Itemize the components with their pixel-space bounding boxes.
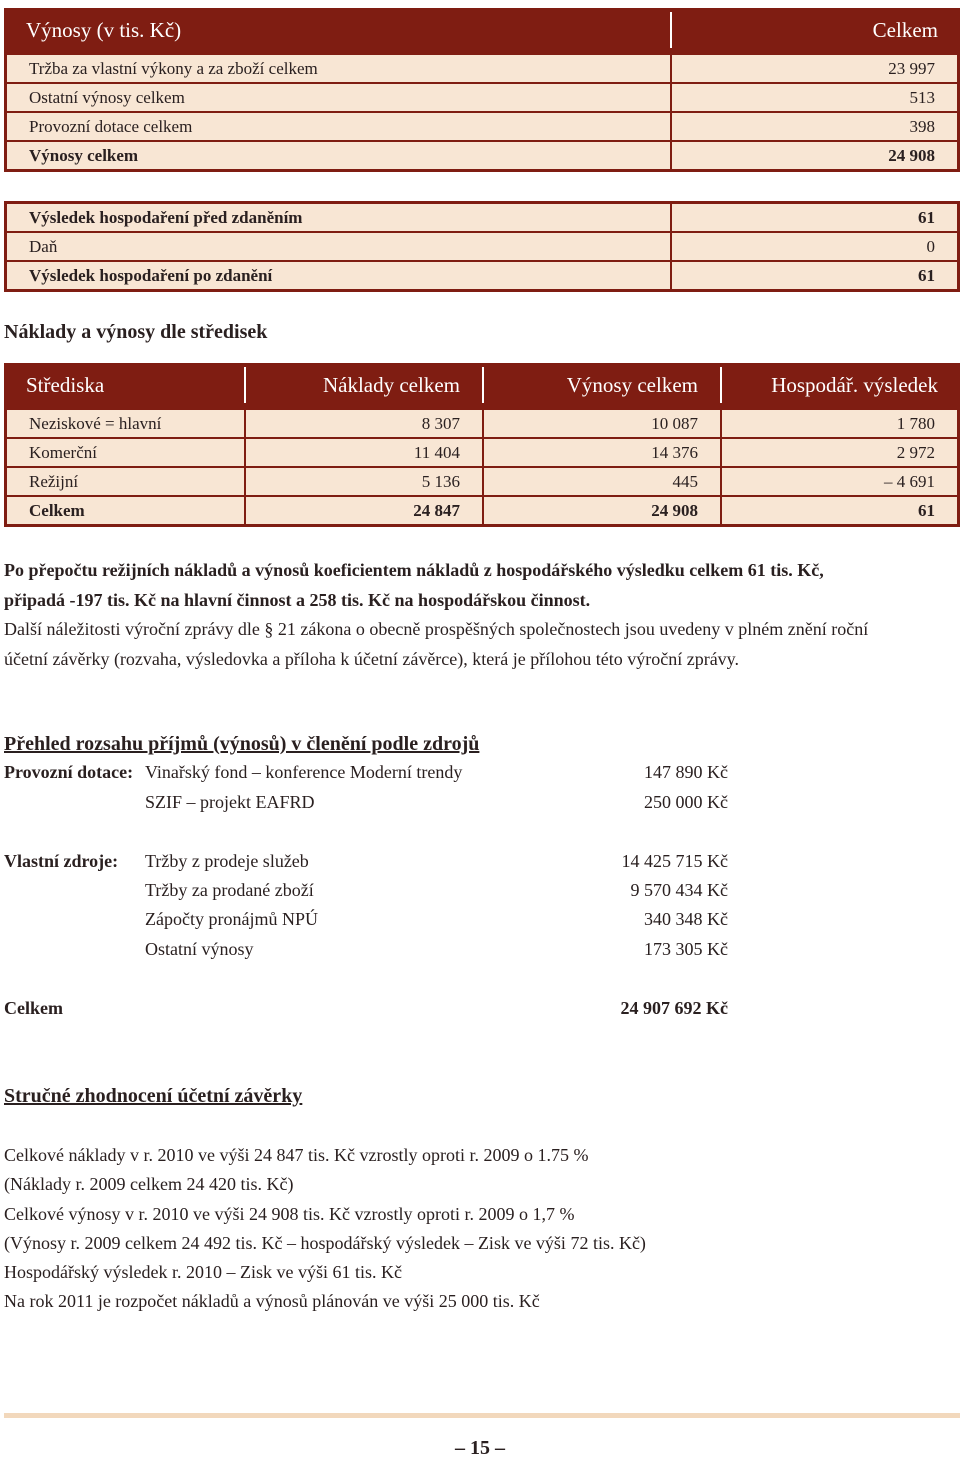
centers-table-header [4, 363, 960, 407]
recalc-note [4, 556, 954, 615]
header-centers: Střediska [26, 373, 105, 397]
header-costs: Náklady celkem [322, 373, 460, 397]
table-row [7, 439, 957, 466]
source-name: Vinařský fond – konference Moderní trendy [145, 762, 463, 782]
header-separator [720, 367, 722, 403]
center-result: 61 [720, 497, 957, 524]
operating-label: Provozní dotace: [4, 762, 134, 782]
revenue-table-body [4, 52, 960, 172]
row-value: 24 908 [670, 142, 957, 169]
source-amount: 250 000 Kč [644, 792, 728, 812]
evaluation-line: Na rok 2011 je rozpočet nákladů a výnosů plánován ve výši 25 000 tis. Kč [4, 1291, 540, 1311]
center-result: 2 972 [720, 439, 957, 466]
source-name: Zápočty pronájmů NPÚ [145, 909, 318, 929]
source-name: Ostatní výnosy [145, 939, 254, 959]
source-name: Tržby za prodané zboží [145, 880, 314, 900]
evaluation-line: Celkové výnosy v r. 2010 ve výši 24 908 tis. Kč vzrostly oproti r. 2009 o 1,7 % [4, 1204, 575, 1224]
page-number: – 15 – [455, 1437, 505, 1459]
revenue-header-label: Výnosy (v tis. Kč) [26, 18, 182, 42]
details-line: Další náležitosti výroční zprávy dle § 21 zákona o obecně prospěšných společnostech jsou uvedeny v plném znění roční [4, 619, 869, 639]
row-label: Výsledek hospodaření před zdaněním [29, 208, 303, 227]
center-costs: 5 136 [244, 468, 482, 495]
source-amount: 9 570 434 Kč [630, 880, 728, 900]
header-revenues: Výnosy celkem [566, 373, 698, 397]
centers-table-body [4, 407, 960, 527]
center-revenues: 24 908 [482, 497, 720, 524]
row-value: 23 997 [670, 55, 957, 82]
center-result: – 4 691 [720, 468, 957, 495]
source-amount: 147 890 Kč [644, 762, 728, 782]
row-label: Ostatní výnosy celkem [29, 88, 185, 107]
row-label: Daň [29, 237, 58, 256]
row-value: 61 [670, 262, 957, 289]
recalc-note-line: Po přepočtu režijních nákladů a výnosů koeficientem nákladů z hospodářského výsledku celkem 61 tis. Kč, [4, 560, 824, 580]
revenue-header-total: Celkem [872, 18, 938, 42]
table-row [7, 262, 957, 289]
table-row [7, 84, 957, 111]
result-table [4, 201, 960, 292]
evaluation-line: Hospodářský výsledek r. 2010 – Zisk ve výši 61 tis. Kč [4, 1262, 402, 1282]
table-row [7, 55, 957, 82]
recalc-note-line: připadá -197 tis. Kč na hlavní činnost a 258 tis. Kč na hospodářskou činnost. [4, 589, 591, 610]
table-row [7, 204, 957, 231]
row-label: Tržba za vlastní výkony a za zboží celkem [29, 59, 318, 78]
header-separator [244, 367, 246, 403]
source-name: Tržby z prodeje služeb [145, 851, 309, 871]
header-separator [482, 367, 484, 403]
evaluation-line: (Výnosy r. 2009 celkem 24 492 tis. Kč – hospodářský výsledek – Zisk ve výši 72 tis. Kč) [4, 1233, 646, 1253]
center-result: 1 780 [720, 410, 957, 437]
evaluation-heading: Stručné zhodnocení účetní závěrky [4, 1085, 303, 1107]
row-value: 61 [670, 204, 957, 231]
row-label: Výsledek hospodaření po zdanění [29, 266, 273, 285]
footer-divider [4, 1413, 960, 1418]
center-name: Režijní [29, 472, 79, 491]
centers-table [4, 363, 960, 527]
result-table-body [4, 201, 960, 292]
center-revenues: 10 087 [482, 410, 720, 437]
center-revenues: 445 [482, 468, 720, 495]
table-row [7, 233, 957, 260]
center-costs: 8 307 [244, 410, 482, 437]
center-name: Celkem [29, 501, 85, 520]
header-result: Hospodář. výsledek [771, 373, 938, 397]
source-amount: 340 348 Kč [644, 909, 728, 929]
table-row [7, 410, 957, 437]
header-separator [670, 12, 672, 48]
sources-heading: Přehled rozsahu příjmů (výnosů) v členění podle zdrojů [4, 733, 480, 755]
row-value: 0 [670, 233, 957, 260]
row-value: 513 [670, 84, 957, 111]
center-name: Komerční [29, 443, 97, 462]
evaluation-line: Celkové náklady v r. 2010 ve výši 24 847 tis. Kč vzrostly oproti r. 2009 o 1.75 % [4, 1145, 589, 1165]
center-name: Neziskové = hlavní [29, 414, 162, 433]
table-row [7, 142, 957, 169]
centers-heading: Náklady a výnosy dle středisek [4, 321, 268, 343]
center-costs: 11 404 [244, 439, 482, 466]
row-value: 398 [670, 113, 957, 140]
row-label: Výnosy celkem [29, 146, 139, 165]
table-row [7, 468, 957, 495]
source-amount: 14 425 715 Kč [621, 851, 728, 871]
row-label: Provozní dotace celkem [29, 117, 193, 136]
revenue-table-header [4, 8, 960, 52]
center-costs: 24 847 [244, 497, 482, 524]
evaluation-line: (Náklady r. 2009 celkem 24 420 tis. Kč) [4, 1174, 294, 1194]
own-sources-label: Vlastní zdroje: [4, 851, 119, 871]
details-paragraph [4, 615, 954, 674]
source-amount: 173 305 Kč [644, 939, 728, 959]
source-name: SZIF – projekt EAFRD [145, 792, 315, 812]
sources-total-label: Celkem [4, 998, 63, 1018]
details-line: účetní závěrky (rozvaha, výsledovka a příloha k účetní závěrce), která je přílohou této výroční zprávy. [4, 648, 740, 669]
revenue-table [4, 8, 960, 172]
table-row [7, 113, 957, 140]
table-row [7, 497, 957, 524]
sources-total-amount: 24 907 692 Kč [620, 998, 728, 1018]
center-revenues: 14 376 [482, 439, 720, 466]
